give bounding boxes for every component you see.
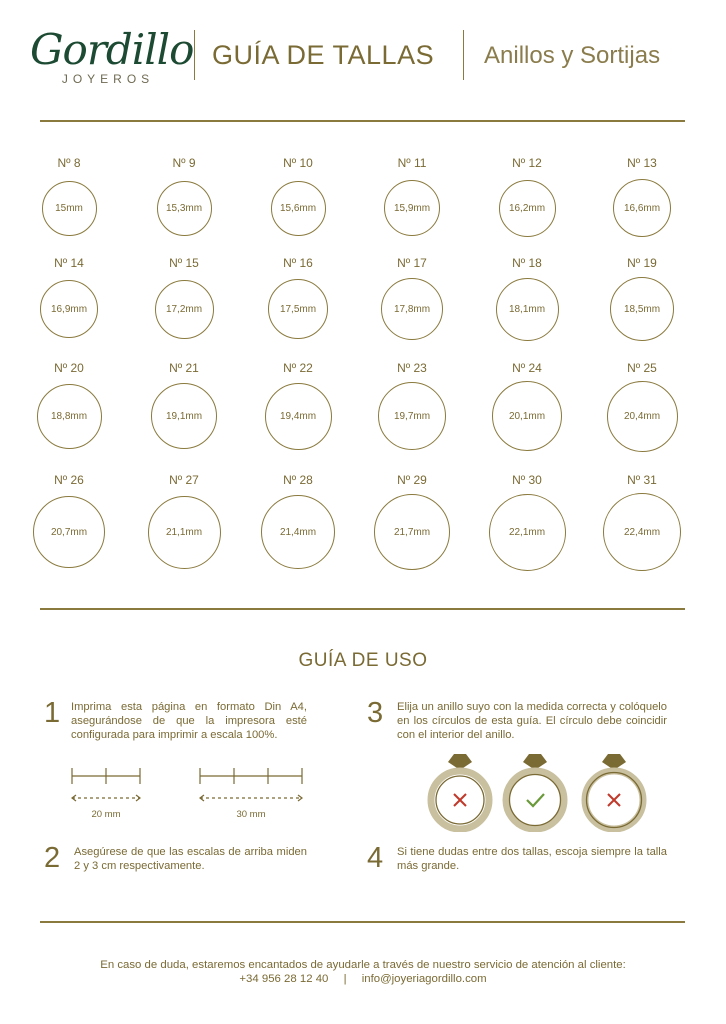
ring-diameter-label: 15,6mm	[279, 202, 317, 214]
ring-size-circle	[151, 383, 217, 449]
footer-email[interactable]: info@joyeriagordillo.com	[361, 973, 487, 985]
step-4-number: 4	[367, 842, 384, 874]
ring-size-circle	[610, 277, 674, 341]
ring-diameter-label: 16,2mm	[508, 202, 546, 214]
ring-size-circle	[613, 179, 671, 237]
ring-size-circle	[37, 384, 102, 449]
ring-size-number: Nº 15	[169, 256, 199, 270]
ring-size-number: Nº 10	[283, 156, 313, 170]
ring-diameter-label: 19,4mm	[279, 410, 317, 422]
ring-diameter-label: 19,7mm	[393, 410, 431, 422]
ring-size-number: Nº 27	[169, 473, 199, 487]
ring-diameter-label: 19,1mm	[165, 410, 203, 422]
ring-size-number: Nº 13	[627, 156, 657, 170]
ring-diameter-label: 21,7mm	[393, 526, 431, 538]
ring-size-number: Nº 19	[627, 256, 657, 270]
ring-size-circle	[148, 496, 221, 569]
middle-divider	[40, 608, 685, 610]
ring-size-number: Nº 31	[627, 473, 657, 487]
ring-diameter-label: 15mm	[55, 202, 83, 214]
ring-size-circle	[33, 496, 105, 568]
ring-diameter-label: 22,4mm	[623, 526, 661, 538]
ring-size-circle	[261, 495, 335, 569]
ring-diameter-label: 20,7mm	[50, 526, 88, 538]
ring-size-circle	[499, 180, 556, 237]
ring-size-circle	[157, 181, 212, 236]
bottom-divider	[40, 921, 685, 923]
ring-size-number: Nº 25	[627, 361, 657, 375]
ring-size-circle	[268, 279, 328, 339]
ring-diameter-label: 15,9mm	[393, 202, 431, 214]
ring-size-number: Nº 22	[283, 361, 313, 375]
ring-diameter-label: 17,2mm	[165, 303, 203, 315]
page-title: GUÍA DE TALLAS	[212, 40, 435, 70]
ring-size-circle	[271, 181, 326, 236]
ring-size-circle	[155, 280, 214, 339]
ring-size-number: Nº 26	[54, 473, 84, 487]
ring-size-number: Nº 20	[54, 361, 84, 375]
ring-size-circle	[607, 381, 678, 452]
ring-size-number: Nº 12	[512, 156, 542, 170]
ring-size-number: Nº 17	[397, 256, 427, 270]
ring-size-circle	[381, 278, 443, 340]
ring-size-circle	[265, 383, 332, 450]
ring-correct-fit-icon	[506, 754, 564, 829]
measurement-scales	[60, 760, 320, 825]
ring-size-number: Nº 18	[512, 256, 542, 270]
ring-size-number: Nº 9	[172, 156, 196, 170]
ring-diameter-label: 20,4mm	[623, 410, 661, 422]
ring-diameter-label: 17,8mm	[393, 303, 431, 315]
ring-diameter-label: 17,5mm	[279, 303, 317, 315]
footer-phone[interactable]: +34 956 28 12 40	[239, 973, 329, 985]
ring-size-circle	[40, 280, 98, 338]
ring-size-circle	[378, 382, 446, 450]
scale-20mm-label: 20 mm	[91, 809, 121, 820]
ring-size-number: Nº 29	[397, 473, 427, 487]
footer-note: En caso de duda, estaremos encantados de ayudarle a través de nuestro servicio de atención al cliente:	[100, 959, 626, 971]
ring-diameter-label: 16,6mm	[623, 202, 661, 214]
ring-size-number: Nº 16	[283, 256, 313, 270]
ring-size-number: Nº 14	[54, 256, 84, 270]
ring-diameter-label: 21,4mm	[279, 526, 317, 538]
brand-sub: JOYEROS	[61, 72, 155, 86]
scale-30mm-label: 30 mm	[236, 809, 266, 820]
step-1-number: 1	[44, 697, 61, 729]
ring-size-number: Nº 23	[397, 361, 427, 375]
ring-diameter-label: 18,1mm	[508, 303, 546, 315]
step-4-text: Si tiene dudas entre dos tallas, escoja siempre la talla más grande.	[397, 846, 667, 872]
ring-diameter-label: 18,5mm	[623, 303, 661, 315]
ring-size-circle	[374, 494, 450, 570]
ring-size-circle	[496, 278, 559, 341]
ring-diameter-label: 18,8mm	[50, 410, 88, 422]
ring-size-circle	[603, 493, 681, 571]
usage-title: GUÍA DE USO	[298, 650, 428, 671]
ring-diameter-label: 15,3mm	[165, 202, 203, 214]
ring-diameter-label: 21,1mm	[165, 526, 203, 538]
ring-size-circle	[489, 494, 566, 571]
step-1-text: Imprima esta página en formato Din A4, asegurándose de que la impresora esté configurada para imprimir a escala 100%.	[71, 701, 307, 741]
ring-size-number: Nº 11	[397, 156, 427, 170]
ring-size-number: Nº 21	[169, 361, 199, 375]
ring-size-circle	[384, 180, 440, 236]
brand-name: Gordillo	[30, 25, 194, 74]
ring-size-circle	[492, 381, 562, 451]
ring-size-circle	[42, 181, 97, 236]
step-3-text: Elija un anillo suyo con la medida correcta y colóquelo en los círculos de esta guía. El círculo debe coincidir con el interior del anillo.	[397, 701, 667, 741]
footer-separator: |	[343, 973, 347, 985]
step-2-text: Asegúrese de que las escalas de arriba miden 2 y 3 cm respectivamente.	[74, 846, 307, 872]
ring-size-number: Nº 30	[512, 473, 542, 487]
ring-too-large-icon	[585, 754, 643, 829]
ring-size-number: Nº 28	[283, 473, 313, 487]
ring-diameter-label: 20,1mm	[508, 410, 546, 422]
step-2-number: 2	[44, 842, 61, 874]
footer-contact	[0, 973, 726, 985]
ring-size-number: Nº 8	[57, 156, 81, 170]
ring-too-small-icon	[431, 754, 489, 829]
ring-fit-illustrations	[420, 750, 660, 832]
ring-size-number: Nº 24	[512, 361, 542, 375]
ring-diameter-label: 16,9mm	[50, 303, 88, 315]
page-subtitle: Anillos y Sortijas	[484, 42, 661, 69]
step-3-number: 3	[367, 697, 384, 729]
ring-diameter-label: 22,1mm	[508, 526, 546, 538]
